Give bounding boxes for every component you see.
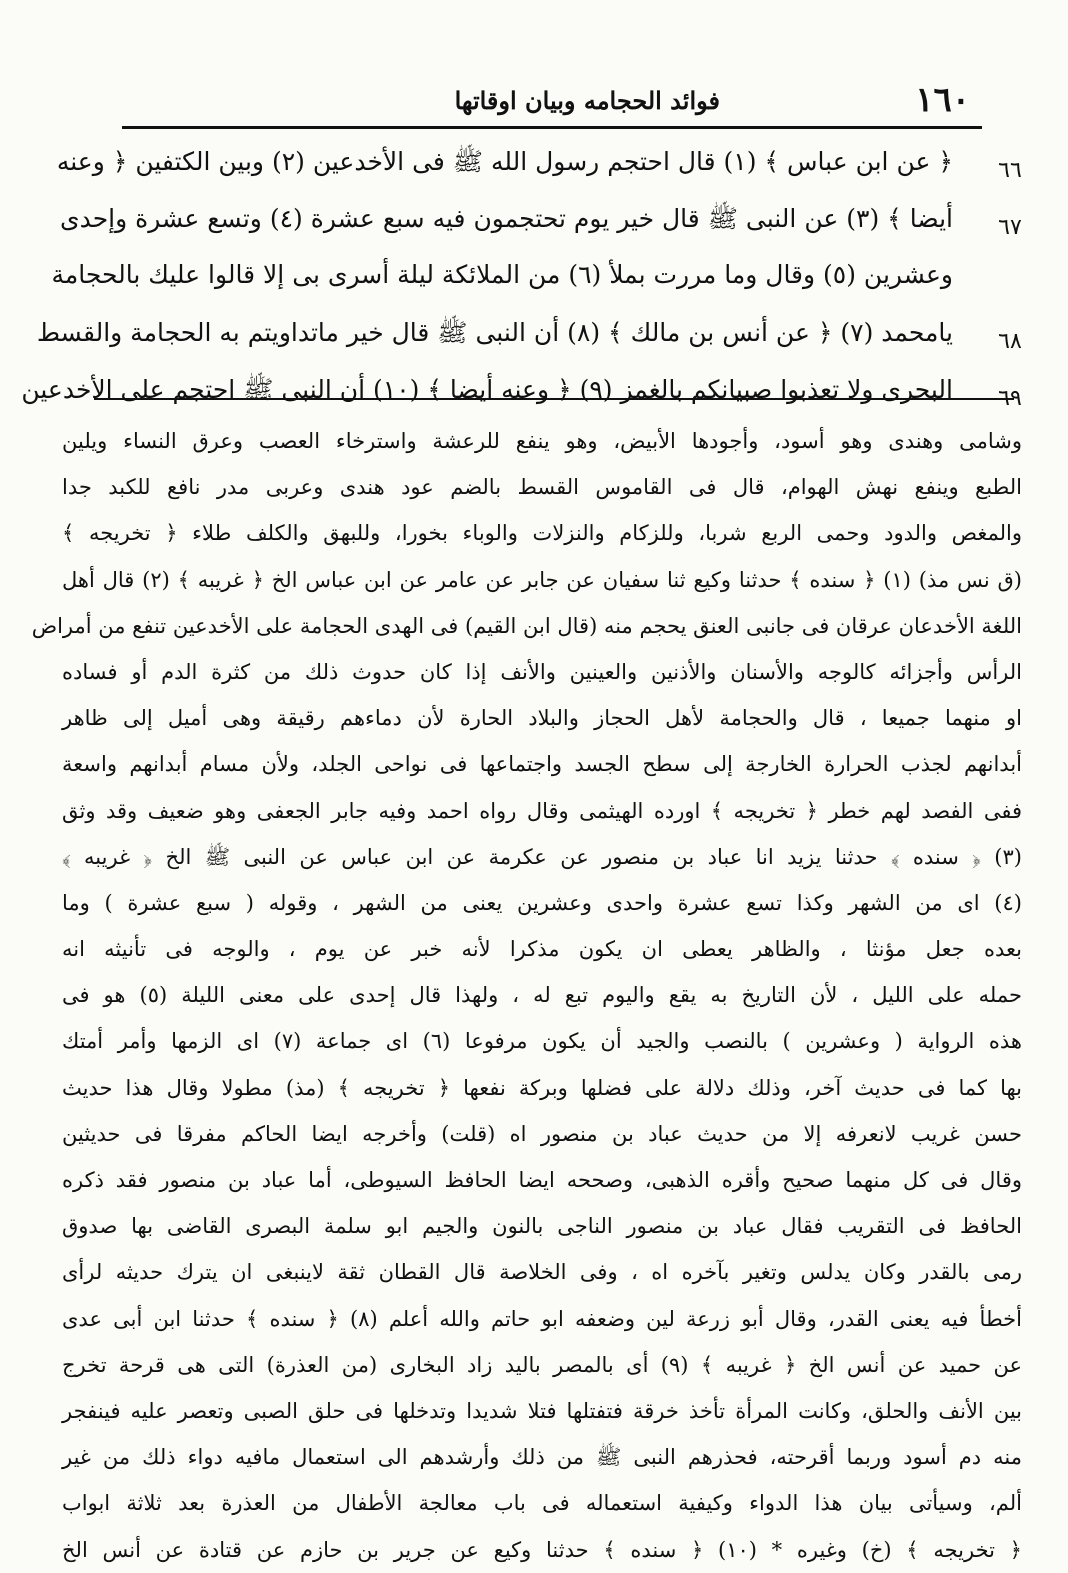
hadith-text-block xyxy=(21,140,1045,425)
footnote-line: الرأس وأجزائه كالوجه والأسنان والأذنين والعينين والأنف إذا كان حدوث ذلك من كثرة الدم أو فساده xyxy=(62,659,1022,684)
footnote-line: او منهما جميعا ، قال والحجامة لأهل الحجاز والبلاد الحارة لأن دماءهم رقيقة وهى أميل إلى ظاهر xyxy=(62,706,1022,731)
footnote-line: ألم، وسيأتى بيان هذا الدواء وكيفية استعماله فى باب معالجة الأطفال من العذرة بعد ثلاثة ابواب xyxy=(62,1491,1022,1516)
hadith-line xyxy=(51,254,1045,311)
footnote-line: الطبع وينفع نهش الهوام، قال فى القاموس القسط بالضم عود هندى وعربى مدر نافع للكبد جدا xyxy=(62,475,1022,500)
page-header xyxy=(130,80,970,126)
footnote-line: (٤) اى من الشهر وكذا تسع عشرة واحدى وعشرين يعنى من الشهر ، وقوله ( سبع عشرة ) وما xyxy=(62,890,1022,915)
footnote-line: ﴿ تخريجه ﴾ (خ) وغيره * (١٠) ﴿ سنده ﴾ حدثنا وكيع عن جرير بن حازم عن قتادة عن أنس الخ xyxy=(62,1537,1022,1562)
hadith-number: ٦٧ xyxy=(998,215,1022,240)
header-rule xyxy=(122,126,982,129)
footnotes-block xyxy=(31,418,1023,1573)
footnote-line: منه دم أسود وربما أقرحته، فحذرهم النبى ﷺ من ذلك وأرشدهم الى استعمال مافيه دواء ذلك من غير xyxy=(62,1445,1022,1470)
footnote-line: الحافظ فى التقريب فقال عباد بن منصور الناجى بالنون والجيم ابو سلمة البصرى القاضى بها صدوق xyxy=(62,1214,1022,1239)
footnote-divider xyxy=(94,398,1014,400)
footnote-line: ففى الفصد لهم خطر ﴿ تخريجه ﴾ اورده الهيثمى وقال رواه احمد وفيه جابر الجعفى وهو ضعيف وقد وثق xyxy=(62,798,1022,823)
footnote-line: رمى بالقدر وكان يدلس وتغير بآخره اه ، وفى الخلاصة قال القطان ثقة لاينبغى ان يترك حديثه لرأى xyxy=(62,1260,1022,1285)
footnote-line: حسن غريب لانعرفه إلا من حديث عباد بن منصور اه (قلت) وأخرجه ايضا الحاكم مفرقا فى حديثين xyxy=(62,1121,1022,1146)
hadith-text: البحرى ولا تعذبوا صبيانكم بالغمز (٩) ﴿ وعنه أيضا ﴾ (١٠) أن النبى ﷺ احتجم على الأخدعين xyxy=(21,375,953,404)
footnote-line: والمغص والدود وحمى الربع شربا، وللزكام والنزلات والوباء بخورا، وللبهق والكلف طلاء ﴿ تخريجه ﴾ xyxy=(62,521,1022,546)
hadith-text: وعشرين (٥) وقال وما مررت بملأ (٦) من الملائكة ليلة أسرى بى إلا قالوا عليك بالحجامة xyxy=(51,260,953,289)
hadith-line xyxy=(21,368,1045,425)
hadith-line xyxy=(60,197,1045,254)
hadith-number: ٦٨ xyxy=(998,329,1022,354)
hadith-number: ٦٩ xyxy=(998,386,1022,411)
hadith-text: ﴿ عن ابن عباس ﴾ (١) قال احتجم رسول الله ﷺ فى الأخدعين (٢) وبين الكتفين ﴿ وعنه xyxy=(56,147,953,176)
footnote-line: حمله على الليل ، لأن التاريخ به يقع واليوم تبع له ، ولهذا قال إحدى على معنى الليلة (٥) هو فى xyxy=(62,983,1022,1008)
hadith-text: يامحمد (٧) ﴿ عن أنس بن مالك ﴾ (٨) أن النبى ﷺ قال خير ماتداويتم به الحجامة والقسط xyxy=(36,318,953,347)
footnote-line: بين الأنف والحلق، وكانت المرأة تأخذ خرقة فتفتلها فتلا شديدا وتدخلها فى حلق الصبى وتعصر عليه فينفجر xyxy=(62,1398,1022,1423)
running-title: فوائد الحجامه وبيان اوقاتها xyxy=(454,86,720,115)
hadith-text: أيضا ﴾ (٣) عن النبى ﷺ قال خير يوم تحتجمون فيه سبع عشرة (٤) وتسع عشرة وإحدى xyxy=(60,204,953,233)
hadith-line xyxy=(36,311,1045,368)
footnote-line: هذه الرواية ( وعشرين ) بالنصب والجيد أن يكون مرفوعا (٦) اى جماعة (٧) اى الزمها وأمر أمتك xyxy=(62,1029,1023,1054)
footnote-line: وشامى وهندى وهو أسود، وأجودها الأبيض، وهو ينفع للرعشة واسترخاء العصب وعرق النساء ويلين xyxy=(62,429,1022,453)
page-number: ١٦٠ xyxy=(915,80,970,120)
footnote-line: عن حميد عن أنس الخ ﴿ غريبه ﴾ (٩) أى بالمصر باليد زاد البخارى (من العذرة) التى هى قرحة تخرج xyxy=(62,1352,1023,1377)
footnote-line: وقال فى كل منهما صحيح وأقره الذهبى، وصححه ايضا الحافظ السيوطى، أما عباد بن منصور فقد ذكره xyxy=(62,1168,1022,1192)
footnote-line: أبدانهم لجذب الحرارة الخارجة إلى سطح الجسد واجتماعها فى نواحى الجلد، ولأن مسام أبدانهم واسعة xyxy=(62,752,1022,777)
footnote-line: اللغة الأخدعان عرقان فى جانبى العنق يحجم منه (قال ابن القيم) فى الهدى الحجامة على الأخدعين تنفع من أمراض xyxy=(31,613,1022,638)
hadith-line xyxy=(56,140,1045,197)
footnote-line: أخطأ فيه يعنى القدر، وقال أبو زرعة لين وضعفه ابو حاتم والله أعلم (٨) ﴿ سنده ﴾ حدثنا ابن أبى عدى xyxy=(62,1306,1022,1331)
footnote-line: (ق نس مذ) (١) ﴿ سنده ﴾ حدثنا وكيع ثنا سفيان عن جابر عن عامر عن ابن عباس الخ ﴿ غريبه ﴾ (٢) قال أهل xyxy=(62,567,1022,592)
footnote-line: بعده جعل مؤنثا ، والظاهر يعطى ان يكون مذكرا لأنه خبر عن يوم ، والوجه فى تأنيثه انه xyxy=(62,937,1022,962)
footnote-line: بها كما فى حديث آخر، وذلك دلالة على فضلها وبركة نفعها ﴿ تخريجه ﴾ (مذ) مطولا وقال هذا حديث xyxy=(62,1075,1022,1100)
hadith-number: ٦٦ xyxy=(998,158,1022,183)
footnote-line: (٣) ﴿ سنده ﴾ حدثنا يزيد انا عباد بن منصور عن عكرمة عن ابن عباس عن النبى ﷺ الخ ﴿ غريبه ﴾ xyxy=(62,844,1022,869)
